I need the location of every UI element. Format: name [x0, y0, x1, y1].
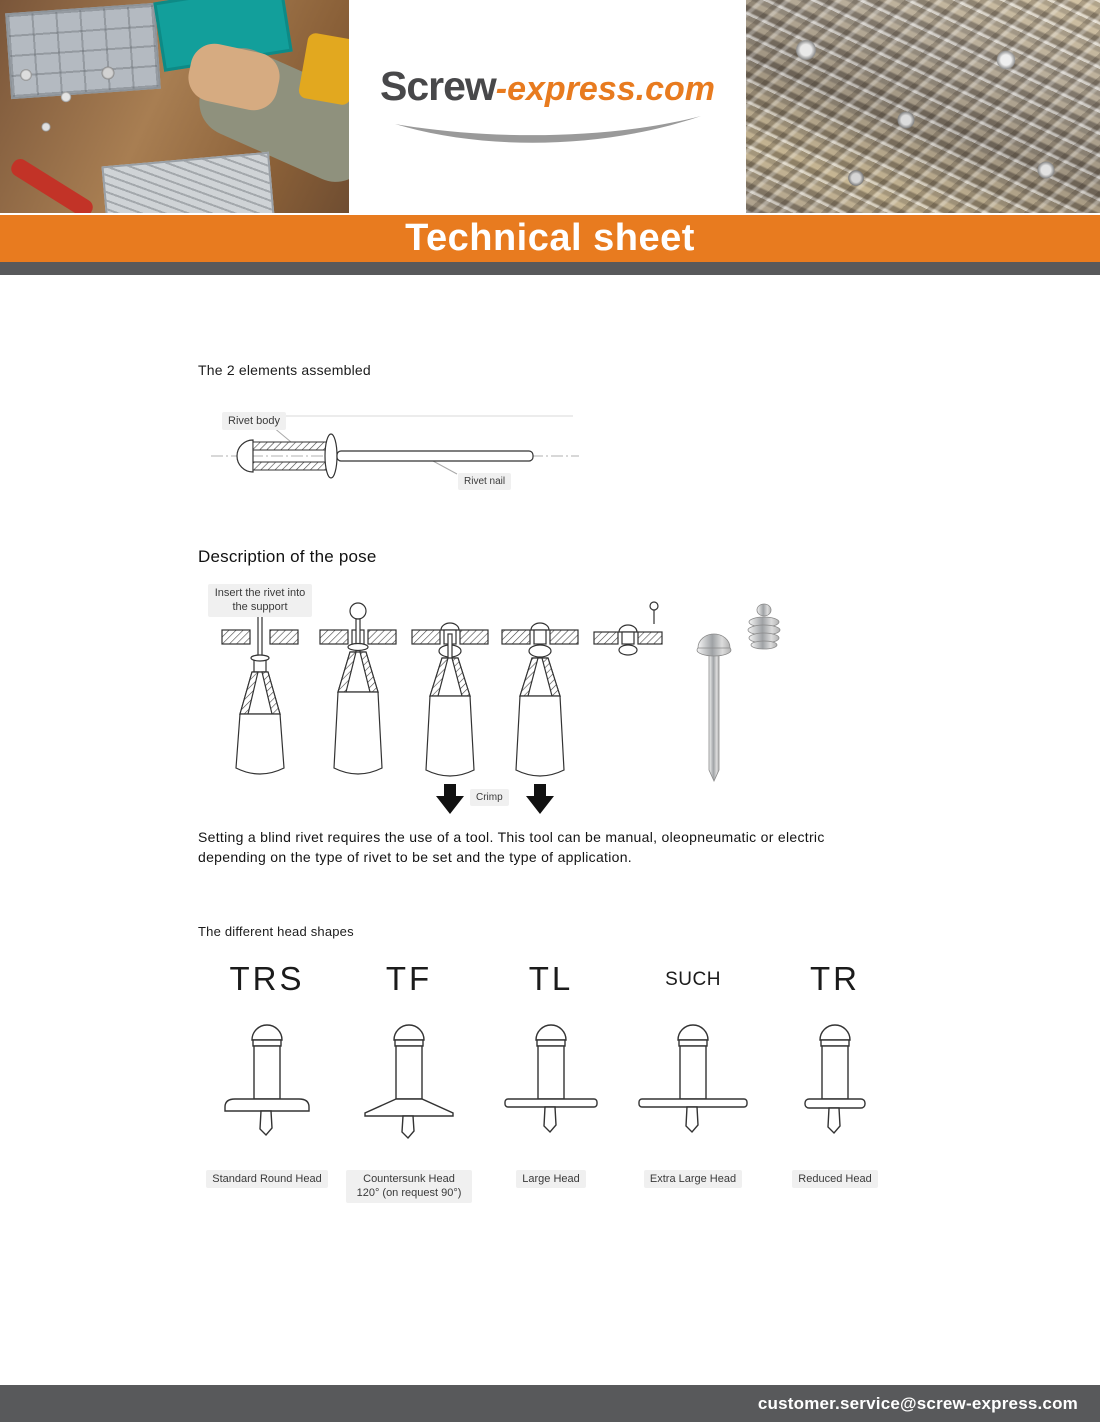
photo-detail	[746, 0, 1100, 213]
head-code: TRS	[229, 960, 305, 997]
workbench-photo	[0, 0, 349, 213]
crimp-label: Crimp	[470, 789, 509, 806]
title-banner	[0, 215, 1100, 262]
insert-rivet-label: Insert the rivet into the support	[208, 584, 312, 617]
head-shape-trs	[198, 956, 336, 1203]
head-shape-tl	[482, 956, 620, 1203]
head-code: SUCH	[665, 969, 721, 990]
head-shape-diagram-large	[491, 1008, 611, 1158]
head-shapes-section-title: The different head shapes	[198, 924, 354, 939]
head-shapes-row	[198, 956, 904, 1203]
head-shape-label: Large Head	[516, 1170, 586, 1188]
assembled-section-title: The 2 elements assembled	[198, 362, 371, 378]
head-shape-label: Countersunk Head 120° (on request 90°)	[346, 1170, 472, 1203]
photo-detail	[102, 152, 275, 213]
logo-swoosh-icon	[393, 112, 703, 150]
page-title: Technical sheet	[405, 217, 695, 259]
rivet-nail-label: Rivet nail	[458, 473, 511, 490]
head-shape-such	[624, 956, 762, 1203]
head-shape-label: Standard Round Head	[206, 1170, 327, 1188]
pose-description: Setting a blind rivet requires the use of a tool. This tool can be manual, oleopneumatic or electric depending on the type of rivet to be set and the type of application.	[198, 829, 825, 866]
pose-steps-diagram	[198, 590, 668, 820]
head-code: TL	[528, 960, 574, 997]
head-shape-label: Extra Large Head	[644, 1170, 742, 1188]
head-shape-tr	[766, 956, 904, 1203]
customer-service-email[interactable]: customer.service@screw-express.com	[757, 1393, 1078, 1413]
head-shape-diagram-standard-round	[207, 1008, 327, 1158]
header	[0, 0, 1100, 213]
head-shape-label: Reduced Head	[792, 1170, 877, 1188]
logo-text	[380, 63, 715, 110]
logo-screw: Screw	[379, 63, 496, 109]
screws-photo	[746, 0, 1100, 213]
logo-express: -express.com	[495, 70, 716, 108]
pose-section-title: Description of the pose	[198, 547, 377, 566]
footer	[0, 1385, 1100, 1422]
head-shape-diagram-countersunk	[349, 1008, 469, 1158]
head-code: TF	[385, 960, 433, 997]
photo-detail	[8, 156, 96, 213]
photo-detail	[298, 32, 349, 106]
rivets-photo	[676, 588, 791, 788]
divider-strip	[0, 262, 1100, 275]
head-shape-diagram-extra-large	[633, 1008, 753, 1158]
photo-detail	[4, 53, 154, 143]
head-shape-diagram-reduced	[775, 1008, 895, 1158]
rivet-body-label: Rivet body	[222, 412, 286, 430]
logo	[349, 0, 746, 213]
head-code: TR	[810, 960, 860, 997]
head-shape-tf	[340, 956, 478, 1203]
